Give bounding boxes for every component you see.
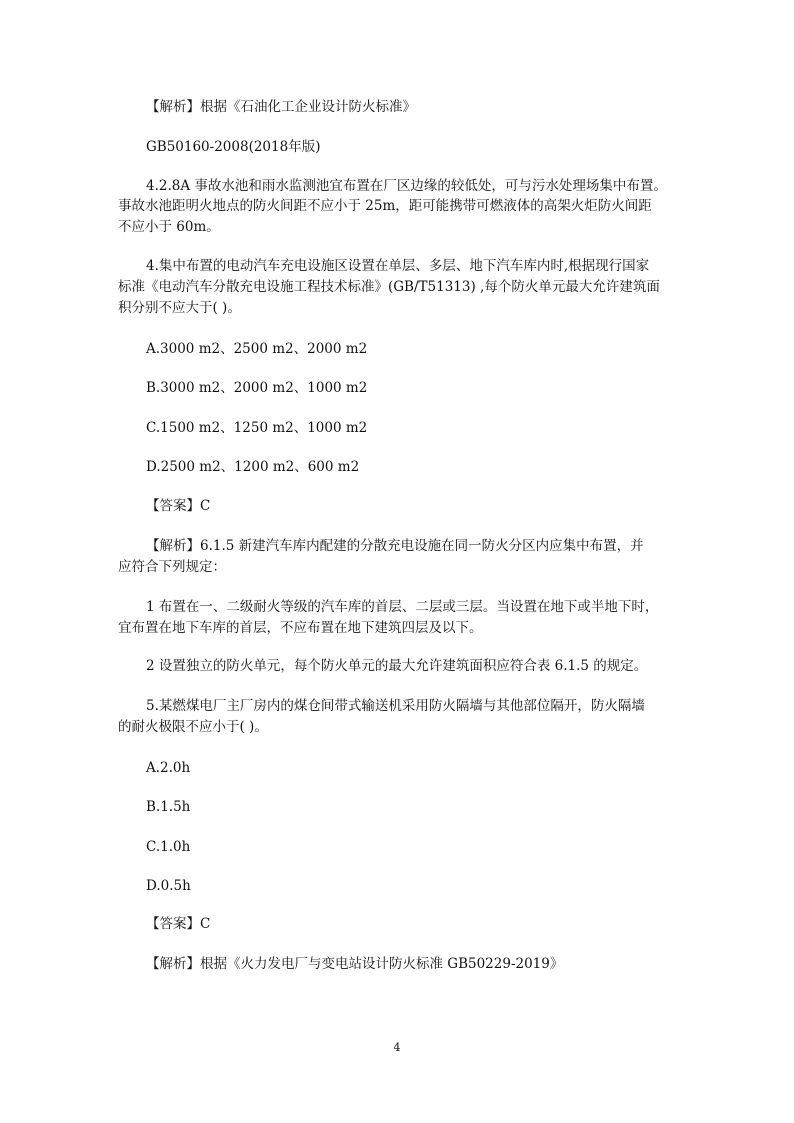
question-5-option-c: C.1.0h: [146, 839, 191, 855]
question-4-option-c: C.1500 m2、1250 m2、1000 m2: [146, 420, 368, 436]
question-4-line-2: 标准《电动汽车分散充电设施工程技术标准》(GB/T51313) ,每个防火单元最大允许建筑面: [118, 279, 660, 295]
question-5-answer: 【答案】C: [146, 916, 211, 932]
question-4-line-3: 积分别不应大于( )。: [118, 300, 241, 316]
question-5-analysis: 【解析】根据《火力发电厂与变电站设计防火标准 GB50229-2019》: [146, 956, 564, 972]
question-5-line-2: 的耐火极限不应小于( )。: [118, 719, 268, 735]
question-5-option-a: A.2.0h: [146, 760, 191, 776]
clause-4-2-8a-line-1: 4.2.8A 事故水池和雨水监测池宜布置在厂区边缘的较低处，可与污水处理场集中布置。: [146, 178, 667, 194]
question-4-line-1: 4.集中布置的电动汽车充电设施区设置在单层、多层、地下汽车库内时,根据现行国家: [146, 258, 650, 274]
question-4-answer: 【答案】C: [146, 498, 211, 514]
analysis-heading-1: 【解析】根据《石油化工企业设计防火标准》: [146, 99, 416, 115]
question-5-option-d: D.0.5h: [146, 878, 191, 894]
question-4-option-a: A.3000 m2、2500 m2、2000 m2: [146, 341, 368, 357]
clause-4-2-8a-line-3: 不应小于 60m。: [118, 219, 220, 235]
rule-1-line-2: 宜布置在地下车库的首层，不应布置在地下建筑四层及以下。: [118, 620, 483, 636]
question-5-option-b: B.1.5h: [146, 799, 191, 815]
question-4-analysis-line-1: 【解析】6.1.5 新建汽车库内配建的分散充电设施在同一防火分区内应集中布置，并: [146, 538, 644, 554]
question-4-option-b: B.3000 m2、2000 m2、1000 m2: [146, 380, 368, 396]
rule-2: 2 设置独立的防火单元，每个防火单元的最大允许建筑面积应符合表 6.1.5 的规定。: [146, 658, 648, 674]
rule-1-line-1: 1 布置在一、二级耐火等级的汽车库的首层、二层或三层。当设置在地下或半地下时，: [146, 599, 659, 615]
question-4-analysis-line-2: 应符合下列规定：: [118, 559, 226, 575]
page-number: 4: [393, 1041, 401, 1054]
question-5-line-1: 5.某燃煤电厂主厂房内的煤仓间带式输送机采用防火隔墙与其他部位隔开，防火隔墙: [146, 698, 645, 714]
clause-4-2-8a-line-2: 事故水池距明火地点的防火间距不应小于 25m，距可能携带可燃液体的高架火炬防火间距: [118, 198, 652, 214]
standard-code-1: GB50160-2008(2018年版): [146, 139, 321, 155]
question-4-option-d: D.2500 m2、1200 m2、600 m2: [146, 459, 360, 475]
